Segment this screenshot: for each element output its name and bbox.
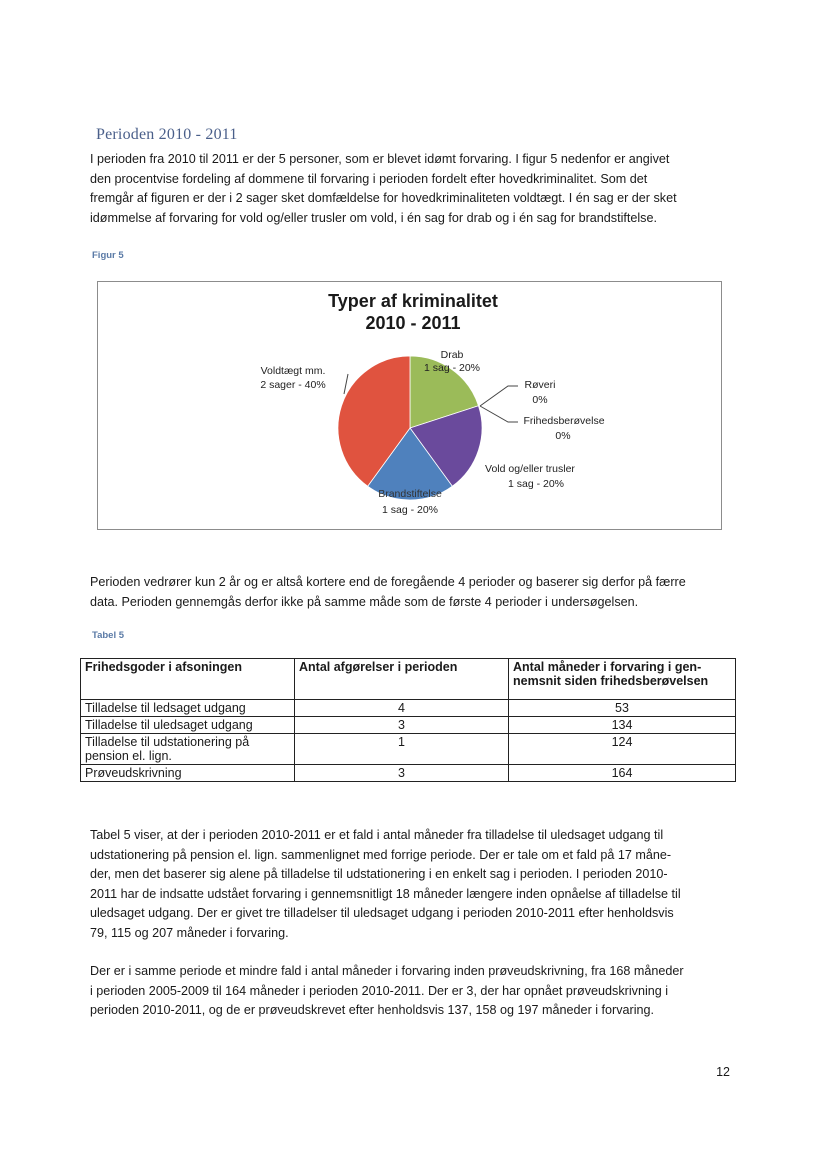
cell [81,734,295,765]
paragraph-line: der, men det baserer sig alene på tilladelse til udstationering i en enkelt sag i perioden. I perioden 2010- [90,867,668,881]
cell-line: Tilladelse til udstationering på [85,735,250,749]
header-antal-maaneder [509,659,736,700]
figure-caption: Figur 5 [92,250,124,261]
cell: 3 [295,765,509,782]
paragraph-2 [90,573,740,612]
leader-line-roveri [480,386,518,406]
cell: 53 [509,700,736,717]
paragraph-line: perioden 2010-2011, og de er prøveudskrevet efter henholdsvis 137, 158 og 197 måneder i forvaring. [90,1003,655,1017]
paragraph-line: Tabel 5 viser, at der i perioden 2010-2011 er et fald i antal måneder fra tilladelse til uledsaget udgang til [90,828,664,842]
label-voldtaegt-name: Voldtægt mm. [260,365,326,377]
paragraph-line: udstationering på pension el. lign. sammenlignet med forrige periode. Der er tale om et fald på 17 måne- [90,847,672,862]
table-row [81,734,736,765]
paragraph-line: data. Perioden gennemgås derfor ikke på samme måde som de første 4 perioder i undersøgelsen. [90,594,639,609]
chart-subtitle: 2010 - 2011 [365,313,461,333]
paragraph-line: Der er i samme periode et mindre fald i antal måneder i forvaring inden prøveudskrivning, fra 168 måneder [90,964,684,978]
intro-line: den procentvise fordeling af dommene til forvaring i perioden fordelt efter hovedkriminalitet. Som det [90,171,648,186]
label-frihedsberovelse-value: 0% [555,430,571,442]
label-drab-value: 1 sag - 20% [423,362,481,374]
paragraph-line: Perioden vedrører kun 2 år og er altså kortere end de foregående 4 perioder og baserer sig derfor på færre [90,575,686,589]
section-heading: Perioden 2010 - 2011 [96,126,238,143]
cell-line: pension el. lign. [85,749,172,763]
leader-line-frihedsberovelse [480,406,518,422]
intro-line: I perioden fra 2010 til 2011 er der 5 personer, som er blevet idømt forvaring. I figur 5 nedenfor er angivet [90,152,670,166]
label-vold-name: Vold og/eller trusler [485,463,575,475]
table-row [81,765,736,782]
header-line: nemsnit siden frihedsberøvelsen [513,674,709,688]
label-frihedsberovelse-name: Frihedsberøvelse [523,415,605,427]
cell: 134 [509,717,736,734]
intro-line: fremgår af figuren er der i 2 sager sket domfældelse for hovedkriminaliteten voldtægt. I én sag er der sket [90,191,677,205]
page-number: 12 [716,1065,730,1079]
intro-paragraph [90,150,740,228]
header-frihedsgoder: Frihedsgoder i afsoningen [81,659,295,700]
cell: 124 [509,734,736,765]
leader-line-voldtaegt [344,374,348,394]
table-header-row [81,659,736,700]
label-brand-name: Brandstiftelse [378,488,442,500]
paragraph-3 [90,826,740,943]
paragraph-line: i perioden 2005-2009 til 164 måneder i perioden 2010-2011. Der er 3, der har opnået prøveudskrivning i [90,983,669,998]
paragraph-4 [90,962,740,1021]
label-drab-name: Drab [440,349,464,361]
cell: 164 [509,765,736,782]
cell: Tilladelse til uledsaget udgang [81,717,295,734]
label-roveri-value: 0% [532,394,548,406]
table-5 [80,658,736,782]
label-vold-value: 1 sag - 20% [507,478,565,490]
cell: Prøveudskrivning [81,765,295,782]
intro-line: idømmelse af forvaring for vold og/eller trusler om vold, i én sag for drab og i én sag for brandstiftelse. [90,210,657,225]
pie-chart-frame [97,281,722,530]
label-brand-value: 1 sag - 20% [381,504,439,516]
header-line: Antal måneder i forvaring i gen- [513,660,702,674]
paragraph-line: uledsaget udgang. Der er givet tre tilladelser til uledsaget udgang i perioden 2010-2011 efter henholdsvis [90,906,674,920]
table-row [81,700,736,717]
cell: 4 [295,700,509,717]
table-caption: Tabel 5 [92,630,125,641]
cell: 1 [295,734,509,765]
chart-title: Typer af kriminalitet [328,291,498,311]
cell: 3 [295,717,509,734]
label-voldtaegt-value: 2 sager - 40% [260,379,326,391]
paragraph-line: 2011 har de indsatte udstået forvaring i gennemsnitligt 18 måneder længere inden opnåelse af tilladelse til [90,886,681,901]
paragraph-line: 79, 115 og 207 måneder i forvaring. [90,925,289,940]
header-antal-afgorelser: Antal afgørelser i perioden [295,659,509,700]
table-row [81,717,736,734]
cell: Tilladelse til ledsaget udgang [81,700,295,717]
label-roveri-name: Røveri [524,379,556,391]
